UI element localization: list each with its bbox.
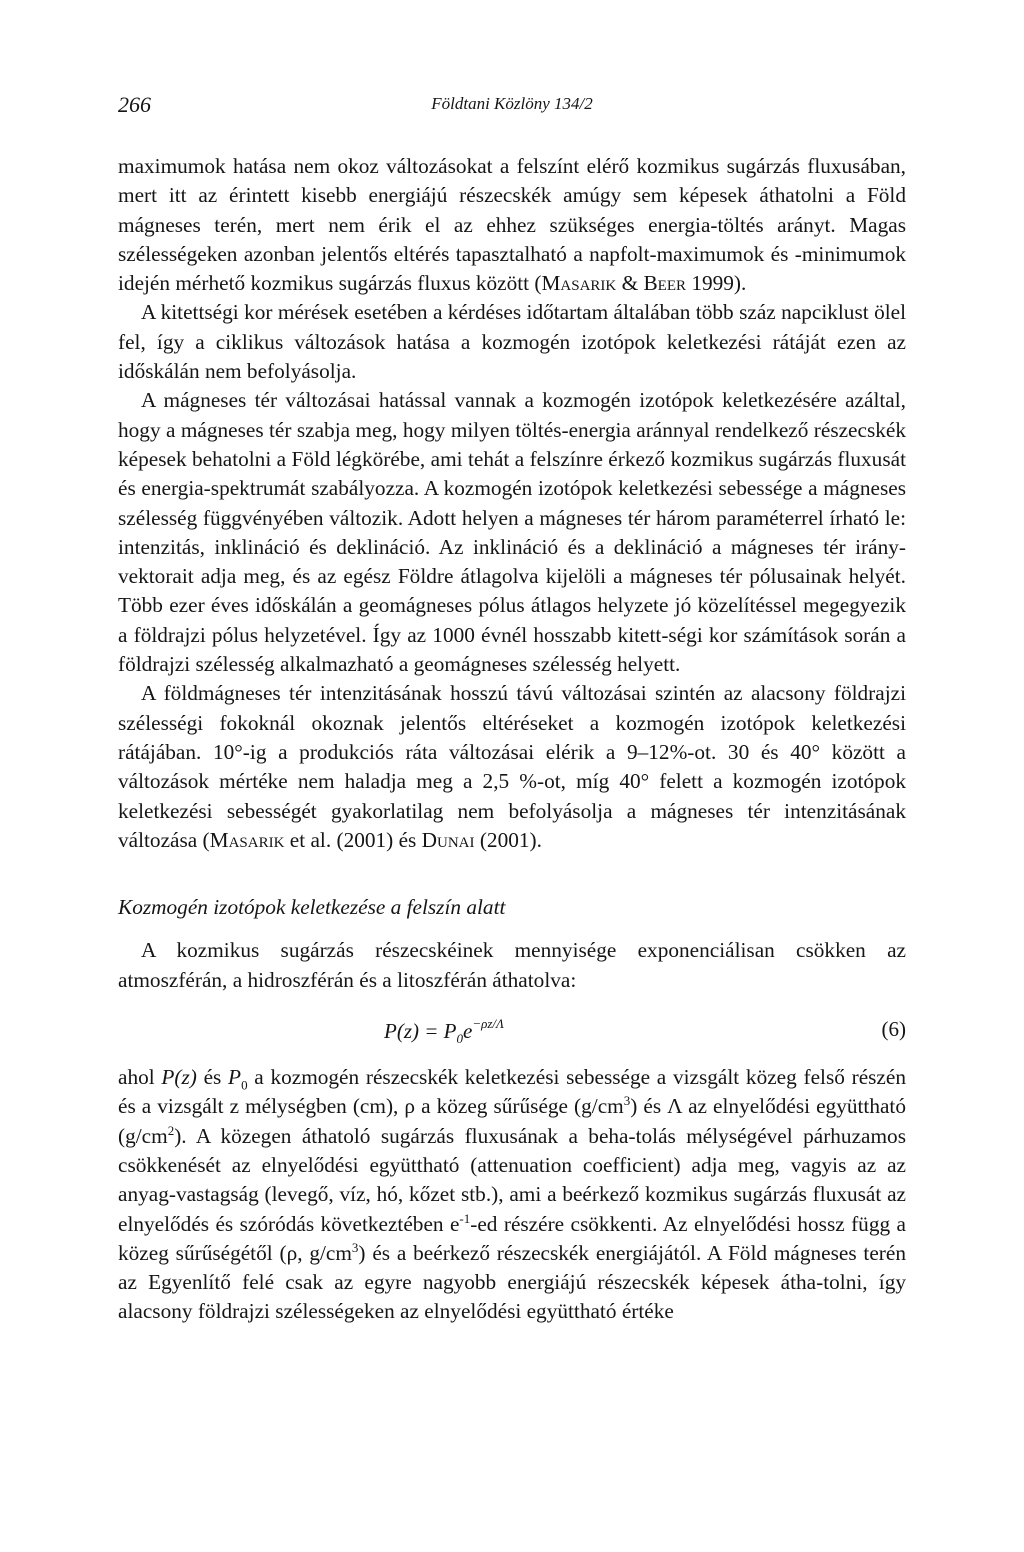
paragraph-2: A kitettségi kor mérések esetében a kérdéses időtartam általában több száz napciklust ölel fel, így a ciklikus változások hatása a kozmogén izotópok keletkezési rátáját ezen az időskálán nem befolyásolja.: [118, 300, 906, 384]
paragraph-1: [118, 152, 906, 298]
citation-year: (2001).: [474, 827, 542, 852]
paragraph-4-text: A földmágneses tér intenzitásának hosszú távú változásai szintén az alacsony földrajzi szélességi fokoknál okoznak jelentős eltéréseket a kozmogén izotópok keletkezési rátájában. 10°-ig a produkciós ráta változásai elérik a 9–12%-ot. 30 és 40° között a változások mértéke nem haladja meg a 2,5 %-ot, míg 40° felett a kozmogén izotópok keletkezési sebességét gyakorlatilag nem befolyásolja a mágneses tér intenzitásának változása (: [118, 681, 906, 852]
equation-base: e: [463, 1019, 473, 1044]
page-number: 266: [118, 92, 151, 117]
body-text: [118, 152, 906, 1327]
citation-mid: et al. (2001) és: [284, 827, 422, 852]
equation-number: (6): [881, 1017, 906, 1042]
superscript: -1: [459, 1210, 471, 1226]
equation-subscript: 0: [456, 1031, 463, 1047]
paragraph-6-text: -ed részére csökkenti. Az elnyelődési hossz függ a közeg sűrűségétől (ρ, g/cm: [118, 1211, 906, 1265]
paragraph-6-text: ). A közegen áthatoló sugárzás fluxusának a beha-tolás mélységével párhuzamos csökkenését az elnyelődési együttható (attenuation coefficient) adja meg, vagyis az az anyag-vastagság (levegő, víz, hó, kőzet stb.), ami a beérkező kozmikus sugárzás fluxusát az elnyelődés és szóródás következtében e: [118, 1123, 906, 1236]
citation-author: Masarik: [541, 271, 617, 296]
citation-author: Masarik: [209, 827, 285, 852]
symbol-pz: P(z): [161, 1065, 197, 1090]
symbol-p0-subscript: 0: [241, 1077, 248, 1093]
symbol-p0: P: [228, 1065, 242, 1090]
citation-amp: &: [616, 271, 644, 296]
paragraph-6-text: ) és Λ az elnyelődési együttható (g/cm: [118, 1094, 906, 1148]
paragraph-6-text: ahol: [118, 1065, 162, 1090]
paragraph-6-text: és: [196, 1065, 229, 1090]
journal-title: Földtani Közlöny 134/2: [431, 94, 593, 113]
equation-exponent: −ρz/Λ: [472, 1016, 504, 1032]
section-heading: Kozmogén izotópok keletkezése a felszín alatt: [118, 895, 506, 920]
equation-lhs: P(z) = P: [384, 1019, 457, 1044]
paragraph-5: A kozmikus sugárzás részecskéinek mennyisége exponenciálisan csökken az atmoszférán, a hidroszférán és a litoszférán áthatolva:: [118, 938, 906, 992]
superscript: 2: [167, 1122, 175, 1138]
running-head: [118, 92, 906, 118]
equation-formula: [384, 1017, 504, 1046]
paragraph-6-text: ) és a beérkező részecskék energiájától. A Föld mágneses terén az Egyenlítő felé csak az egyre nagyobb energiájú részecskék képesek átha-tolni, így alacsony földrajzi szélességeken az elnyelődési együttható értéke: [118, 1240, 906, 1324]
equation: [118, 1001, 906, 1059]
paragraph-1-text: maximumok hatása nem okoz változásokat a felszínt elérő kozmikus sugárzás fluxusában, mert itt az érintett kisebb energiájú részecskék amúgy sem képesek áthatolni a Föld mágneses terén, mert nem érik el az ehhez szükséges energia-töltés arányt. Magas szélességeken azonban jelentős eltérés tapasztalható a napfolt-maximumok és -minimumok idején mérhető kozmikus sugárzás fluxus között (: [118, 154, 906, 296]
superscript: 3: [351, 1239, 359, 1255]
citation-author: Dunai: [421, 827, 475, 852]
paragraph-3: A mágneses tér változásai hatással vannak a kozmogén izotópok keletkezésére azáltal, hogy a mágneses tér szabja meg, hogy milyen töltés-energia aránnyal rendelkező részecskék képesek behatolni a Föld légkörébe, ami tehát a felszínre érkező kozmikus sugárzás fluxusát és energia-spektrumát szabályozza. A kozmogén izotópok keletkezési sebessége a mágneses szélesség függvényében változik. Adott helyen a mágneses tér három paraméterrel írható le: intenzitás, inklináció és deklináció. Az inklináció és a deklináció a mágneses tér irány-vektorait adja meg, és az egész Földre átlagolva kijelöli a mágneses tér pólusainak helyét. Több ezer éves időskálán a geomágneses pólus átlagos helyzete jó közelítéssel megegyezik a földrajzi pólus helyzetével. Így az 1000 évnél hosszabb kitett-ségi kor számítások során a földrajzi szélesség alkalmazható a geomágneses szélesség helyett.: [118, 388, 906, 677]
superscript: 3: [623, 1093, 631, 1109]
paragraph-4: [118, 679, 906, 855]
paragraph-6-text: a kozmogén részecskék keletkezési sebessége a vizsgált közeg felső részén és a vizsgált z mélységben (cm), ρ a közeg sűrűsége (g/cm: [118, 1065, 906, 1119]
citation-year: 1999).: [686, 271, 747, 296]
paragraph-6: [118, 1063, 906, 1327]
citation-author: Beer: [643, 271, 687, 296]
